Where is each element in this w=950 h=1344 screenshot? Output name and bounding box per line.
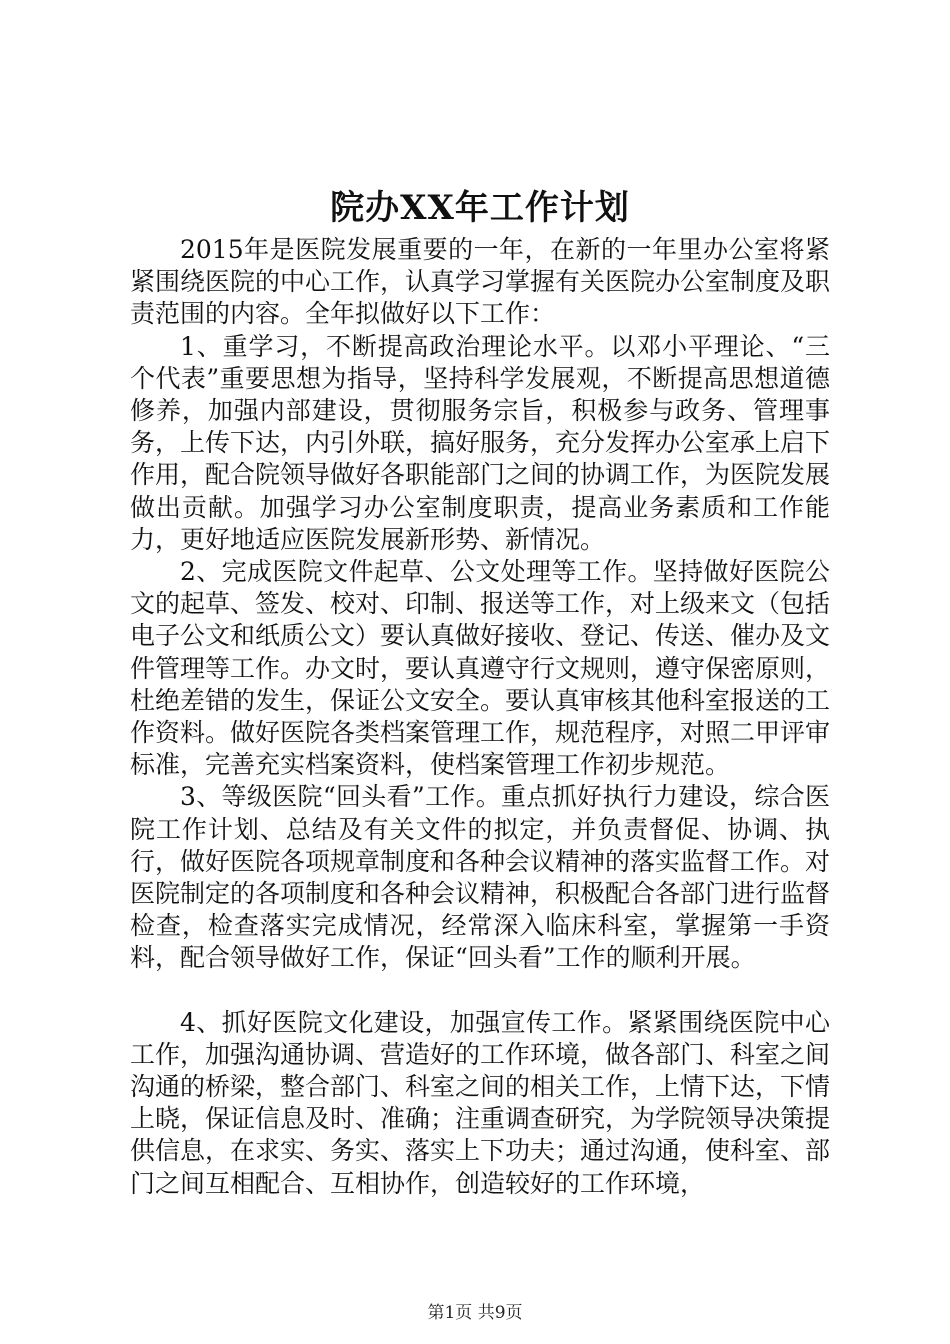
page-number-footer: 第1页 共9页	[427, 1303, 523, 1323]
paragraph-item-2: 2、完成医院文件起草、公文处理等工作。坚持做好医院公文的起草、签发、校对、印制、报送等工作，对上级来文（包括电子公文和纸质公文）要认真做好接收、登记、传送、催办及文件管理等工作。办文时，要认真遵守行文规则，遵守保密原则，杜绝差错的发生，保证公文安全。要认真审核其他科室报送的工作资料。做好医院各类档案管理工作，规范程序，对照二甲评审标准，完善充实档案资料，使档案管理工作初步规范。	[130, 557, 831, 780]
paragraph-intro: 2015年是医院发展重要的一年，在新的一年里办公室将紧紧围绕医院的中心工作，认真学习掌握有关医院办公室制度及职责范围的内容。全年拟做好以下工作：	[130, 235, 831, 329]
document-title: 院办XX年工作计划	[330, 188, 630, 228]
paragraph-item-1: 1、重学习，不断提高政治理论水平。以邓小平理论、“三个代表”重要思想为指导，坚持科学发展观，不断提高思想道德修养，加强内部建设，贯彻服务宗旨，积极参与政务、管理事务，上传下达，内引外联，搞好服务，充分发挥办公室承上启下作用，配合院领导做好各职能部门之间的协调工作，为医院发展做出贡献。加强学习办公室制度职责，提高业务素质和工作能力，更好地适应医院发展新形势、新情况。	[130, 331, 831, 554]
paragraph-item-3: 3、等级医院“回头看”工作。重点抓好执行力建设，综合医院工作计划、总结及有关文件的拟定，并负责督促、协调、执行，做好医院各项规章制度和各种会议精神的落实监督工作。对医院制定的各项制度和各种会议精神，积极配合各部门进行监督检查，检查落实完成情况，经常深入临床科室，掌握第一手资料，配合领导做好工作，保证“回头看”工作的顺利开展。	[130, 782, 831, 973]
paragraph-item-4: 4、抓好医院文化建设，加强宣传工作。紧紧围绕医院中心工作，加强沟通协调、营造好的工作环境，做各部门、科室之间沟通的桥梁，整合部门、科室之间的相关工作，上情下达，下情上晓，保证信息及时、准确；注重调查研究，为学院领导决策提供信息，在求实、务实、落实上下功夫；通过沟通，使科室、部门之间互相配合、互相协作，创造较好的工作环境，	[130, 1007, 831, 1198]
document-body	[130, 234, 830, 1200]
